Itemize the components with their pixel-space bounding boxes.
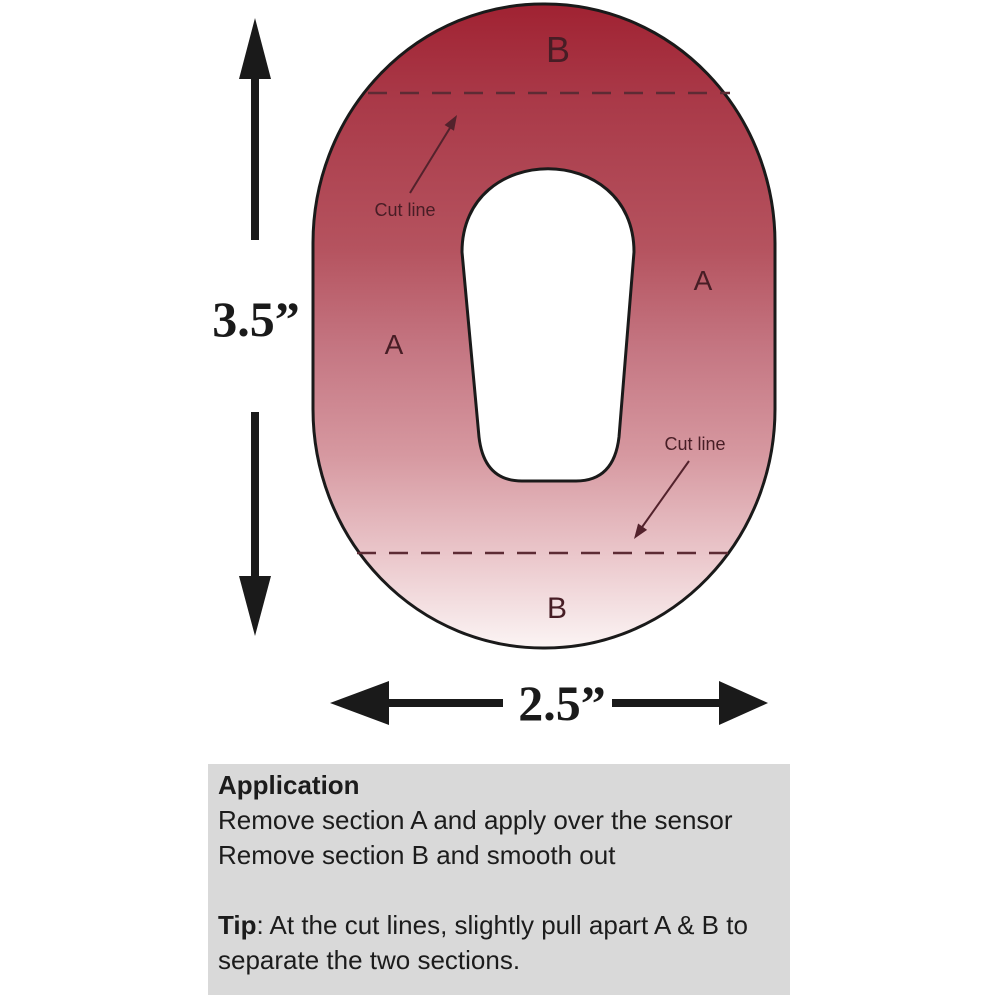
width-arrow-left-icon (330, 681, 389, 725)
sensor-cutout-shape (462, 169, 634, 481)
height-arrow-up-icon (239, 18, 271, 79)
section-label-a-right: A (693, 265, 713, 296)
instruction-tip-line1 (218, 908, 780, 943)
instruction-line-remove-b: Remove section B and smooth out (218, 840, 616, 870)
instruction-line-remove-a: Remove section A and apply over the sensor (218, 805, 733, 835)
height-arrow-down-icon (239, 576, 271, 636)
height-dimension-label: 3.5” (212, 291, 300, 347)
tip-label: Tip (218, 910, 257, 940)
width-dimension-label: 2.5” (518, 675, 606, 731)
instructions-heading: Application (218, 770, 360, 800)
section-label-b-top: B (545, 29, 571, 70)
application-instructions-panel (208, 764, 790, 995)
section-label-a-left: A (384, 329, 404, 360)
cut-line-label-bottom: Cut line (664, 434, 726, 454)
width-arrow-right-icon (719, 681, 768, 725)
section-label-b-bottom: B (546, 592, 568, 625)
tip-text: : At the cut lines, slightly pull apart A & B to (256, 910, 748, 940)
instruction-tip-line2: separate the two sections. (218, 945, 521, 975)
cut-line-label-top: Cut line (374, 200, 436, 220)
instructions-spacer (218, 873, 780, 908)
